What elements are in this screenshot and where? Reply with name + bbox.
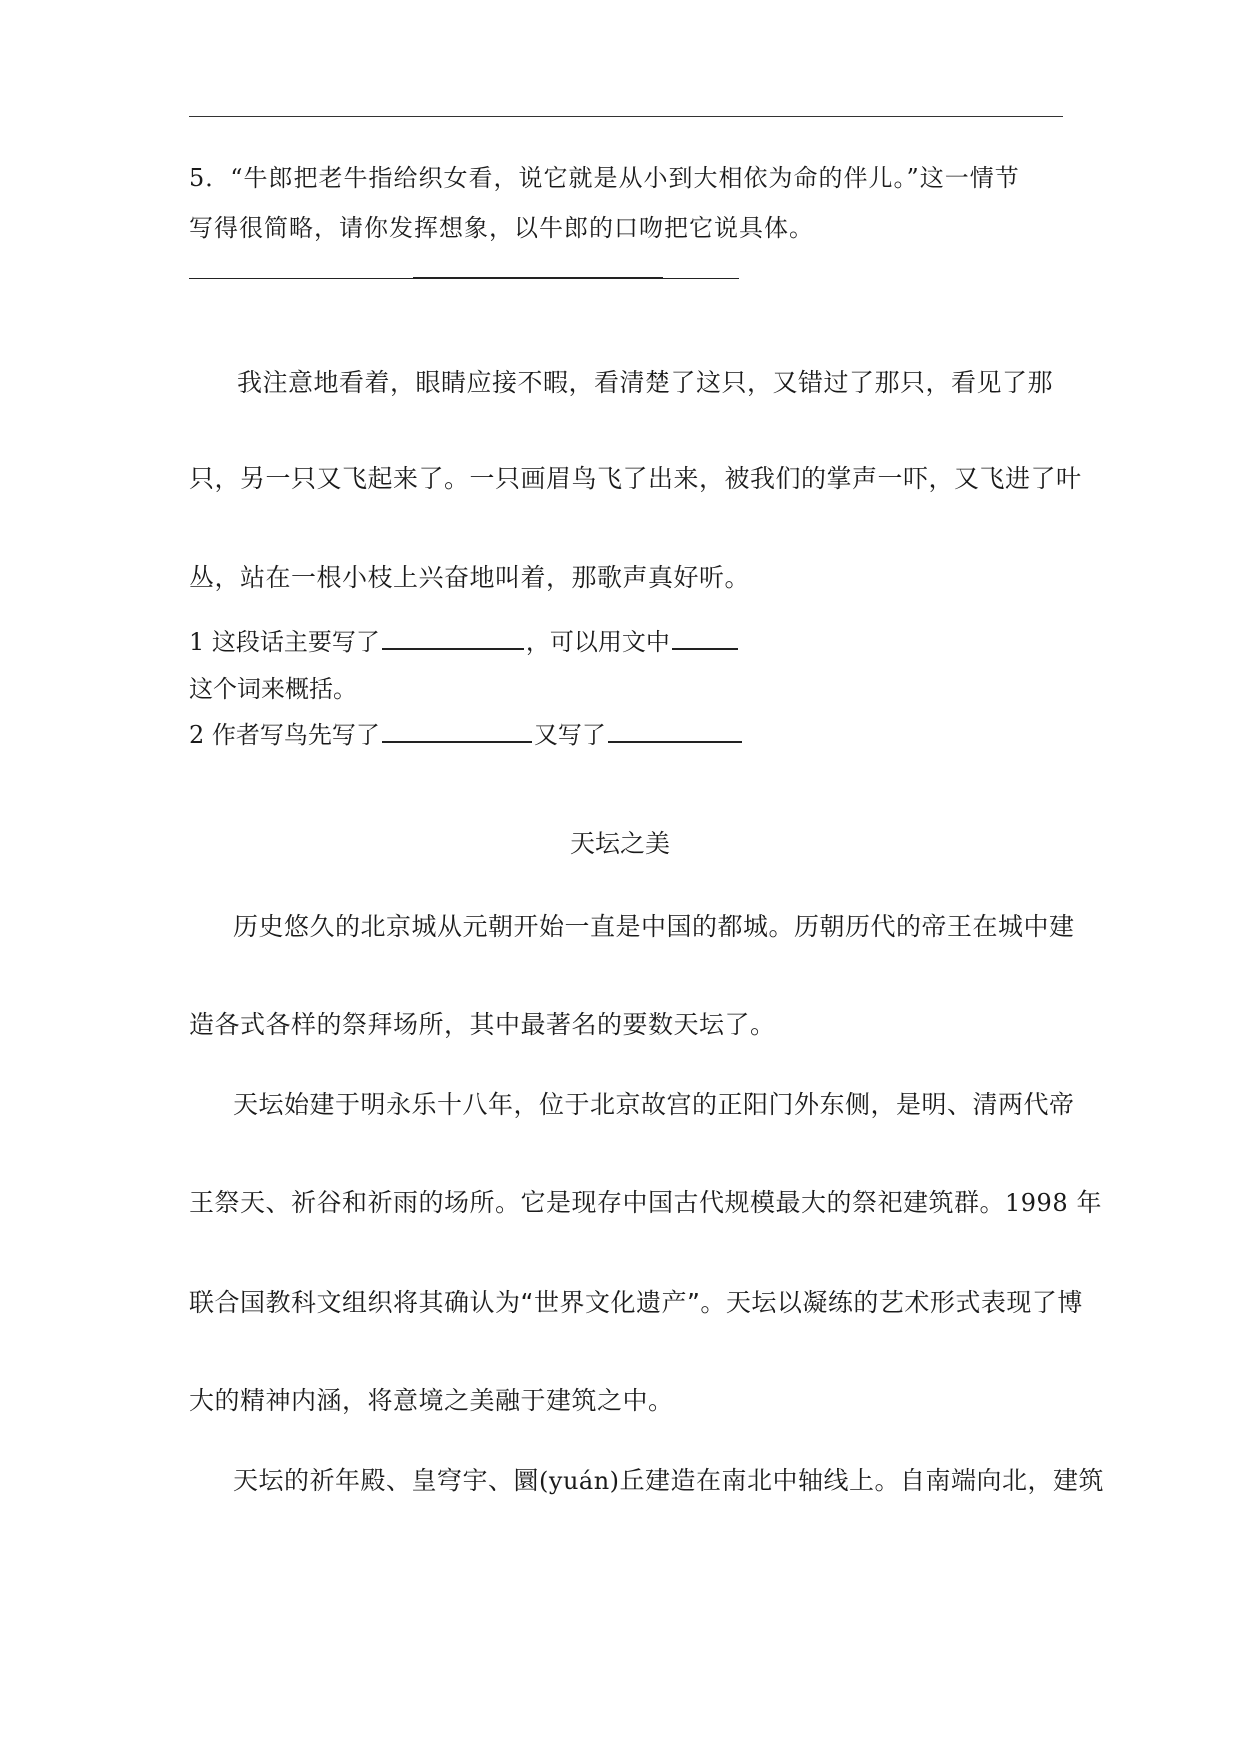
article-p2-year: 1998 (1005, 1189, 1069, 1217)
article-p3-line-1 (233, 1468, 1104, 1493)
article-p2-line-4: 大的精神内涵，将意境之美融于建筑之中。 (189, 1386, 674, 1415)
birds-question-1-line-2: 这个词来概括。 (189, 675, 357, 703)
answer-blank (608, 740, 742, 743)
answer-blank-line-b (413, 277, 663, 279)
answer-blank (382, 647, 524, 650)
birds-question-2-text-b: 又写了 (533, 721, 606, 749)
article-title: 天坛之美 (569, 829, 670, 858)
answer-blank (382, 740, 532, 743)
article-p2-line-2-text: 王祭天、祈谷和祈雨的场所。它是现存中国古代规模最大的祭祀建筑群。 (189, 1188, 1006, 1217)
birds-passage-line-3: 丛，站在一根小枝上兴奋地叫着，那歌声真好听。 (189, 563, 751, 592)
article-p2-line-2 (189, 1190, 1102, 1215)
birds-question-2-text-a: 2 作者写鸟先写了 (189, 721, 380, 749)
article-p3-line-1-text-a: 天坛的祈年殿、皇穹宇、圜 (233, 1466, 540, 1495)
birds-question-1 (189, 630, 740, 654)
article-p3-pinyin: (yuán) (539, 1467, 620, 1495)
article-p2-line-1: 天坛始建于明永乐十八年，位于北京故宫的正阳门外东侧，是明、清两代帝 (233, 1090, 1075, 1119)
birds-question-2 (189, 723, 744, 747)
article-p1-line-1: 历史悠久的北京城从元朝开始一直是中国的都城。历朝历代的帝王在城中建 (233, 912, 1075, 941)
answer-blank-line-c (663, 278, 739, 279)
birds-passage-line-2: 只，另一只又飞起来了。一只画眉鸟飞了出来，被我们的掌声一吓，又飞进了叶 (189, 464, 1082, 493)
article-p2-line-2-tail: 年 (1068, 1188, 1103, 1217)
answer-blank-line-a (189, 278, 413, 279)
article-p3-line-1-text-b: 丘建造在南北中轴线上。自南端向北，建筑 (619, 1466, 1105, 1495)
question-5-line-1: 5．“牛郎把老牛指给织女看，说它就是从小到大相依为命的伴儿。”这一情节 (189, 164, 1020, 192)
question-5-line-2: 写得很简略，请你发挥想象，以牛郎的口吻把它说具体。 (189, 214, 814, 242)
answer-blank (672, 647, 738, 650)
birds-passage-line-1: 我注意地看着，眼睛应接不暇，看清楚了这只，又错过了那只，看见了那 (237, 368, 1054, 397)
birds-question-1-text-a: 1 这段话主要写了 (189, 628, 380, 656)
header-rule (189, 116, 1063, 117)
article-p1-line-2: 造各式各样的祭拜场所，其中最著名的要数天坛了。 (189, 1010, 776, 1039)
birds-question-1-text-b: ，可以用文中 (525, 628, 670, 656)
article-p2-line-3: 联合国教科文组织将其确认为“世界文化遗产”。天坛以凝练的艺术形式表现了博 (189, 1288, 1083, 1317)
